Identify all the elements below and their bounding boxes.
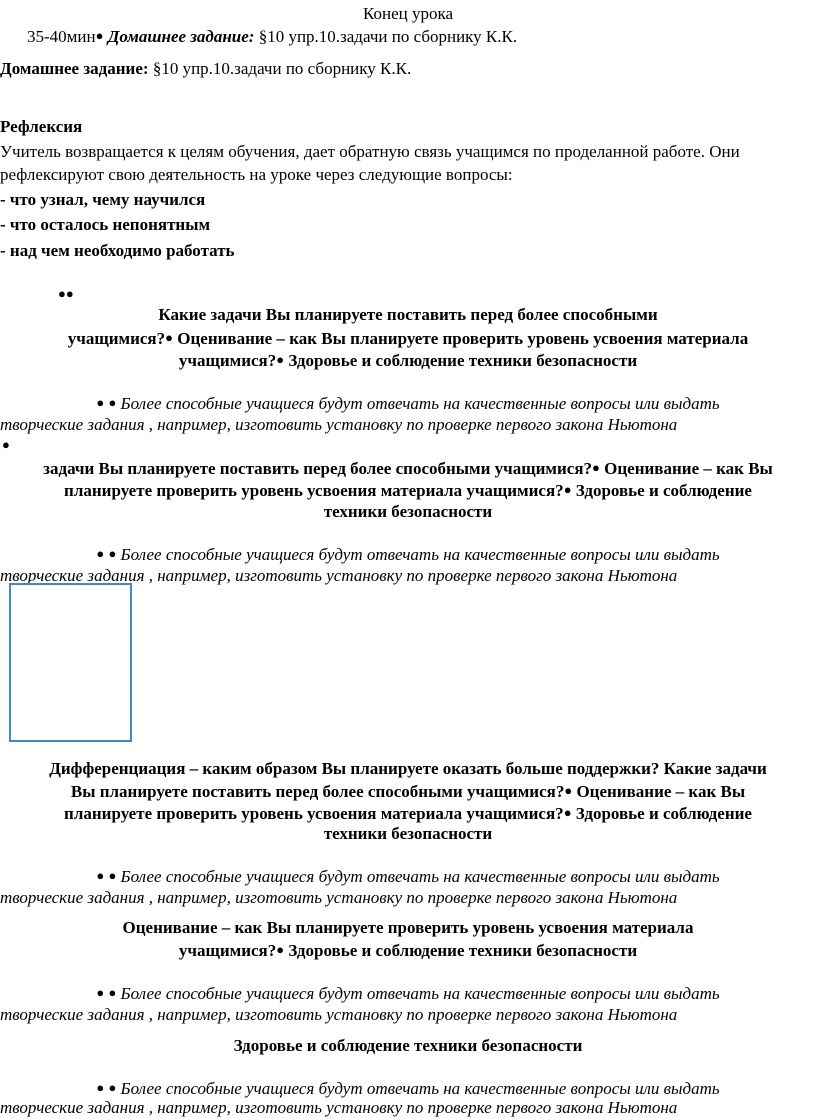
reflection-text-2: рефлексируют свою деятельность на уроке через следующие вопросы: [0, 165, 513, 184]
block1-line3: учащимися?● Здоровье и соблюдение техники безопасности [178, 351, 638, 370]
italic-note-4-line1: ● ● Более способные учащиеся будут отвечать на качественные вопросы или выдать [96, 984, 720, 1003]
bullet-icon: ● [564, 783, 573, 798]
block2-line3: техники безопасности [323, 502, 493, 521]
time-label: 35-40мин [27, 27, 96, 46]
block5-line1: Здоровье и соблюдение техники безопасности [233, 1036, 583, 1055]
block4-line2: учащимися?● Здоровье и соблюдение техники безопасности [178, 941, 638, 960]
reflection-question-2: - что осталось непонятным [0, 215, 211, 234]
bullet-icon: ● [165, 330, 173, 345]
italic-note-2-line1: ● ● Более способные учащиеся будут отвечать на качественные вопросы или выдать [96, 545, 720, 564]
block1-line1: Какие задачи Вы планируете поставить перед более способными [158, 305, 658, 324]
block3-line3: планируете проверить уровень усвоения материала учащимися?● Здоровье и соблюдение [64, 804, 752, 823]
reflection-text-1: Учитель возвращается к целям обучения, дает обратную связь учащимся по проделанной работе. Они [0, 142, 740, 161]
bullet-icon: ● [276, 942, 285, 957]
bullet-icon: ● [96, 1080, 105, 1095]
block2-line1: задачи Вы планируете поставить перед более способными учащимися?● Оценивание – как Вы [43, 459, 773, 478]
bullet-icon: ● [96, 546, 105, 561]
bullet-icon: ● [95, 28, 104, 43]
bullet-icon: ● [65, 286, 74, 301]
homework-label-2: Домашнее задание: [0, 59, 149, 78]
block1-line2: учащимися?● Оценивание – как Вы планируете проверить уровень усвоения материала [67, 329, 749, 348]
italic-note-4-line2: творческие задания , например, изготовить установку по проверке первого закона Ньютона [0, 1005, 678, 1024]
bullet-icon: ● [108, 395, 117, 410]
bullet-icon: ● [96, 868, 105, 883]
reflection-question-3: - над чем необходимо работать [0, 241, 235, 260]
homework-label: Домашнее задание: [107, 27, 255, 46]
bullet-icon: ● [276, 352, 285, 367]
bullet-icon: ● [108, 546, 117, 561]
reflection-question-1: - что узнал, чему научился [0, 190, 206, 209]
end-of-lesson-heading: Конец урока [362, 4, 454, 23]
bullet-icon: ● [96, 395, 105, 410]
bullet-icon: ● [592, 460, 600, 475]
bullet-icon: ● [2, 437, 10, 452]
block4-line1: Оценивание – как Вы планируете проверить уровень усвоения материала [122, 918, 694, 937]
bullet-icon: ● [108, 1080, 117, 1095]
block3-line1: Дифференциация – каким образом Вы планируете оказать больше поддержки? Какие задачи [49, 759, 767, 778]
homework-line-timed [27, 24, 517, 48]
block3-line2: Вы планируете поставить перед более способными учащимися?● Оценивание – как Вы [70, 782, 746, 801]
bullet-icon: ● [58, 286, 66, 301]
italic-note-1-line2: творческие задания , например, изготовить установку по проверке первого закона Ньютона [0, 415, 678, 434]
bullet-icon: ● [563, 805, 572, 820]
italic-note-1-line1: ● ● Более способные учащиеся будут отвечать на качественные вопросы или выдать [96, 394, 720, 413]
bullet-single [2, 433, 10, 457]
reflection-title: Рефлексия [0, 117, 83, 136]
bullet-icon: ● [563, 482, 572, 497]
bullet-icon: ● [108, 985, 117, 1000]
image-frame [9, 583, 132, 742]
homework-text: §10 упр.10.задачи по сборнику К.К. [254, 27, 518, 46]
italic-note-3-line2: творческие задания , например, изготовить установку по проверке первого закона Ньютона [0, 888, 678, 907]
bullet-icon: ● [108, 868, 117, 883]
italic-note-2-line2: творческие задания , например, изготовить установку по проверке первого закона Ньютона [0, 566, 678, 585]
block2-line2: планируете проверить уровень усвоения материала учащимися?● Здоровье и соблюдение [64, 481, 752, 500]
italic-note-5-line1: ● ● Более способные учащиеся будут отвечать на качественные вопросы или выдать [96, 1079, 720, 1098]
italic-note-5-line2: творческие задания , например, изготовить установку по проверке первого закона Ньютона [0, 1098, 678, 1117]
bullet-icon: ● [96, 985, 105, 1000]
homework-text-2: §10 упр.10.задачи по сборнику К.К. [148, 59, 412, 78]
italic-note-3-line1: ● ● Более способные учащиеся будут отвечать на качественные вопросы или выдать [96, 867, 720, 886]
homework-line [0, 57, 411, 80]
block3-line4: техники безопасности [323, 824, 493, 843]
